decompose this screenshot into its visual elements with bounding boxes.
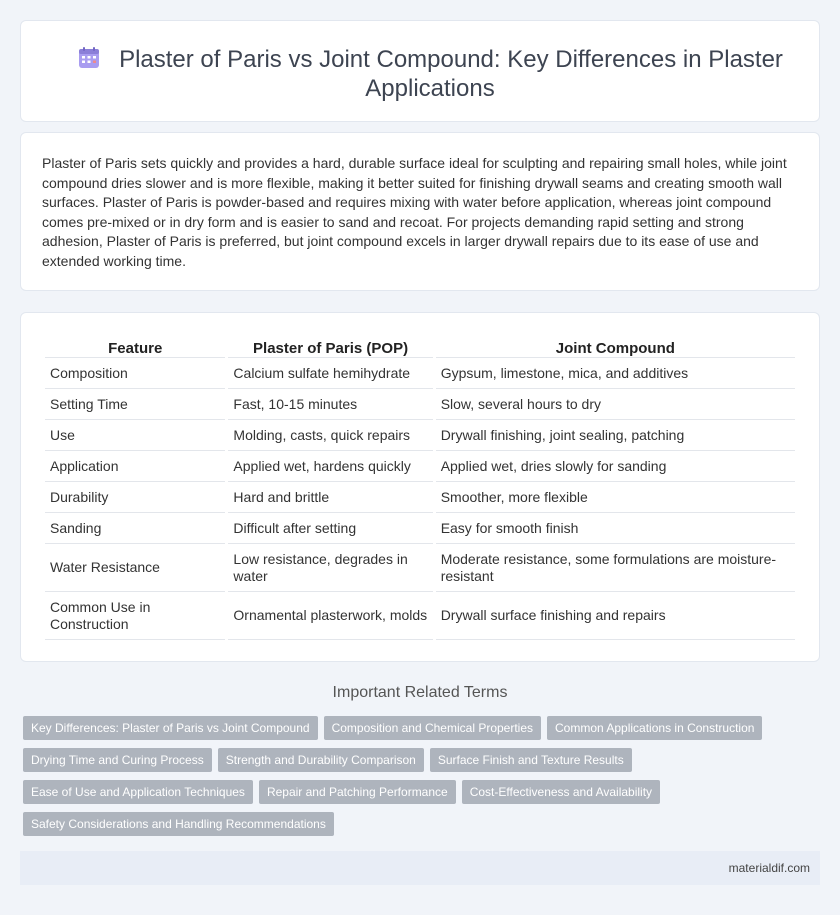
table-row — [45, 420, 795, 451]
table-cell: Molding, casts, quick repairs — [228, 420, 432, 451]
table-cell: Common Use in Construction — [45, 592, 225, 640]
table-cell: Fast, 10-15 minutes — [228, 389, 432, 420]
table-cell: Gypsum, limestone, mica, and additives — [436, 358, 795, 389]
page-title — [61, 45, 799, 103]
footer-site-link[interactable]: materialdif.com — [728, 861, 810, 875]
table-cell: Smoother, more flexible — [436, 482, 795, 513]
table-cell: Calcium sulfate hemihydrate — [228, 358, 432, 389]
table-cell: Ornamental plasterwork, molds — [228, 592, 432, 640]
table-row — [45, 451, 795, 482]
table-cell: Easy for smooth finish — [436, 513, 795, 544]
table-cell: Slow, several hours to dry — [436, 389, 795, 420]
header-card — [20, 20, 820, 122]
related-tag[interactable]: Key Differences: Plaster of Paris vs Joint Compound — [23, 716, 318, 740]
table-cell: Difficult after setting — [228, 513, 432, 544]
table-row — [45, 513, 795, 544]
table-row — [45, 389, 795, 420]
table-cell: Setting Time — [45, 389, 225, 420]
related-tag[interactable]: Strength and Durability Comparison — [218, 748, 424, 772]
comparison-table-card — [20, 312, 820, 662]
footer-bar — [20, 851, 820, 885]
related-tag[interactable]: Ease of Use and Application Techniques — [23, 780, 253, 804]
table-cell: Application — [45, 451, 225, 482]
page-title-text: Plaster of Paris vs Joint Compound: Key Differences in Plaster Applications — [119, 46, 783, 102]
intro-paragraph: Plaster of Paris sets quickly and provides a hard, durable surface ideal for sculpting and repairing small holes, while joint compound dries slower and is more flexible, making it better suited for finishing drywall seams and creating smooth wall surfaces. Plaster of Paris is powder-based and requires mixing with water before application, whereas joint compound comes pre-mixed or in dry form and is easier to sand and recoat. For projects demanding rapid setting and strong adhesion, Plaster of Paris is preferred, but joint compound excels in larger drywall repairs due to its ease of use and extended working time. — [42, 155, 787, 269]
table-cell: Low resistance, degrades in water — [228, 544, 432, 592]
table-row — [45, 592, 795, 640]
related-terms-heading: Important Related Terms — [332, 684, 508, 701]
related-terms-tags — [23, 716, 783, 844]
table-row — [45, 358, 795, 389]
table-cell: Durability — [45, 482, 225, 513]
table-row — [45, 482, 795, 513]
table-cell: Applied wet, hardens quickly — [228, 451, 432, 482]
table-cell: Water Resistance — [45, 544, 225, 592]
comparison-table — [42, 335, 798, 640]
related-tag[interactable]: Common Applications in Construction — [547, 716, 762, 740]
calendar-grid-icon — [77, 46, 101, 70]
table-cell: Composition — [45, 358, 225, 389]
intro-card — [20, 132, 820, 291]
table-cell: Sanding — [45, 513, 225, 544]
table-header-row — [45, 335, 795, 358]
related-tag[interactable]: Safety Considerations and Handling Recommendations — [23, 812, 334, 836]
related-tag[interactable]: Drying Time and Curing Process — [23, 748, 212, 772]
column-header-feature: Feature — [45, 335, 225, 358]
related-tag[interactable]: Repair and Patching Performance — [259, 780, 456, 804]
column-header-pop: Plaster of Paris (POP) — [228, 335, 432, 358]
table-cell: Use — [45, 420, 225, 451]
table-row — [45, 544, 795, 592]
related-tag[interactable]: Cost-Effectiveness and Availability — [462, 780, 660, 804]
table-cell: Moderate resistance, some formulations are moisture-resistant — [436, 544, 795, 592]
related-tag[interactable]: Surface Finish and Texture Results — [430, 748, 632, 772]
table-cell: Applied wet, dries slowly for sanding — [436, 451, 795, 482]
table-cell: Drywall finishing, joint sealing, patching — [436, 420, 795, 451]
table-cell: Hard and brittle — [228, 482, 432, 513]
table-cell: Drywall surface finishing and repairs — [436, 592, 795, 640]
column-header-joint-compound: Joint Compound — [436, 335, 795, 358]
related-tag[interactable]: Composition and Chemical Properties — [324, 716, 541, 740]
